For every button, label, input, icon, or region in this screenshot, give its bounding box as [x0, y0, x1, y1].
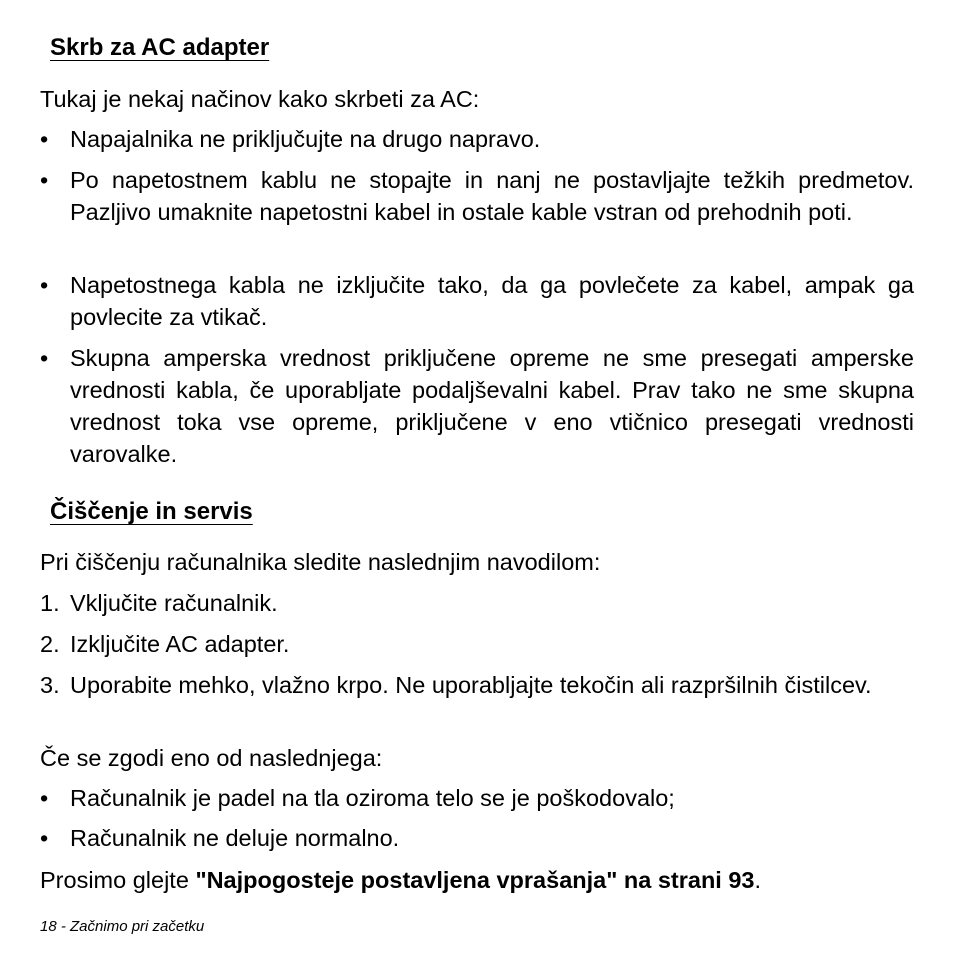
- closing-paragraph: [40, 864, 914, 896]
- bullet-marker: •: [40, 272, 49, 298]
- ac-intro-text: Tukaj je nekaj načinov kako skrbeti za AC:: [40, 86, 480, 112]
- step-text: Vključite računalnik.: [70, 590, 278, 616]
- bullet-marker: •: [40, 825, 49, 851]
- list-item: [40, 342, 914, 470]
- bullet-marker: •: [40, 167, 49, 193]
- step-number: 2.: [40, 631, 60, 657]
- page-footer: 18 - Začnimo pri začetku: [40, 918, 205, 935]
- numbered-step: [40, 669, 914, 701]
- bullet-marker: •: [40, 345, 49, 371]
- bullet-marker: •: [40, 126, 49, 152]
- list-item: [40, 164, 914, 228]
- numbered-step: [40, 587, 914, 619]
- step-text: Uporabite mehko, vlažno krpo. Ne uporabljajte tekočin ali razpršilnih čistilcev.: [70, 672, 872, 698]
- list-item-text: Po napetostnem kablu ne stopajte in nanj ne postavljajte težkih predmetov. Pazljivo umaknite napetostni kabel in ostale kable vstran od prehodnih poti.: [70, 167, 914, 225]
- numbered-step: [40, 628, 914, 660]
- list-item-text: Napetostnega kabla ne izključite tako, da ga povlečete za kabel, ampak ga povlecite za vtikač.: [70, 272, 914, 330]
- list-item-text: Računalnik ne deluje normalno.: [70, 825, 400, 851]
- closing-prefix: Prosimo glejte: [40, 867, 196, 893]
- condition-intro-text: Če se zgodi eno od naslednjega:: [40, 745, 383, 771]
- list-item: [40, 822, 914, 854]
- bullet-marker: •: [40, 785, 49, 811]
- cleaning-intro-text: Pri čiščenju računalnika sledite naslednjim navodilom:: [40, 549, 601, 575]
- section-heading-ac-adapter: Skrb za AC adapter: [50, 34, 270, 61]
- list-item-text: Napajalnika ne priključujte na drugo napravo.: [70, 126, 541, 152]
- faq-reference-link[interactable]: "Najpogosteje postavljena vprašanja" na strani 93: [195, 867, 755, 893]
- section-heading-cleaning: Čiščenje in servis: [50, 498, 253, 525]
- closing-suffix: .: [754, 867, 762, 893]
- step-number: 3.: [40, 672, 60, 698]
- list-item-text: Računalnik je padel na tla oziroma telo se je poškodovalo;: [70, 785, 675, 811]
- list-item-text: Skupna amperska vrednost priključene opreme ne sme presegati amperske vrednosti kabla, če uporabljate podaljševalni kabel. Prav tako ne sme skupna vrednost toka vse opreme, priključene v eno vtičnico presegati vrednosti varovalke.: [70, 345, 914, 467]
- list-item: [40, 269, 914, 333]
- step-number: 1.: [40, 590, 60, 616]
- step-text: Izključite AC adapter.: [70, 631, 290, 657]
- list-item: [40, 782, 914, 814]
- list-item: [40, 123, 914, 155]
